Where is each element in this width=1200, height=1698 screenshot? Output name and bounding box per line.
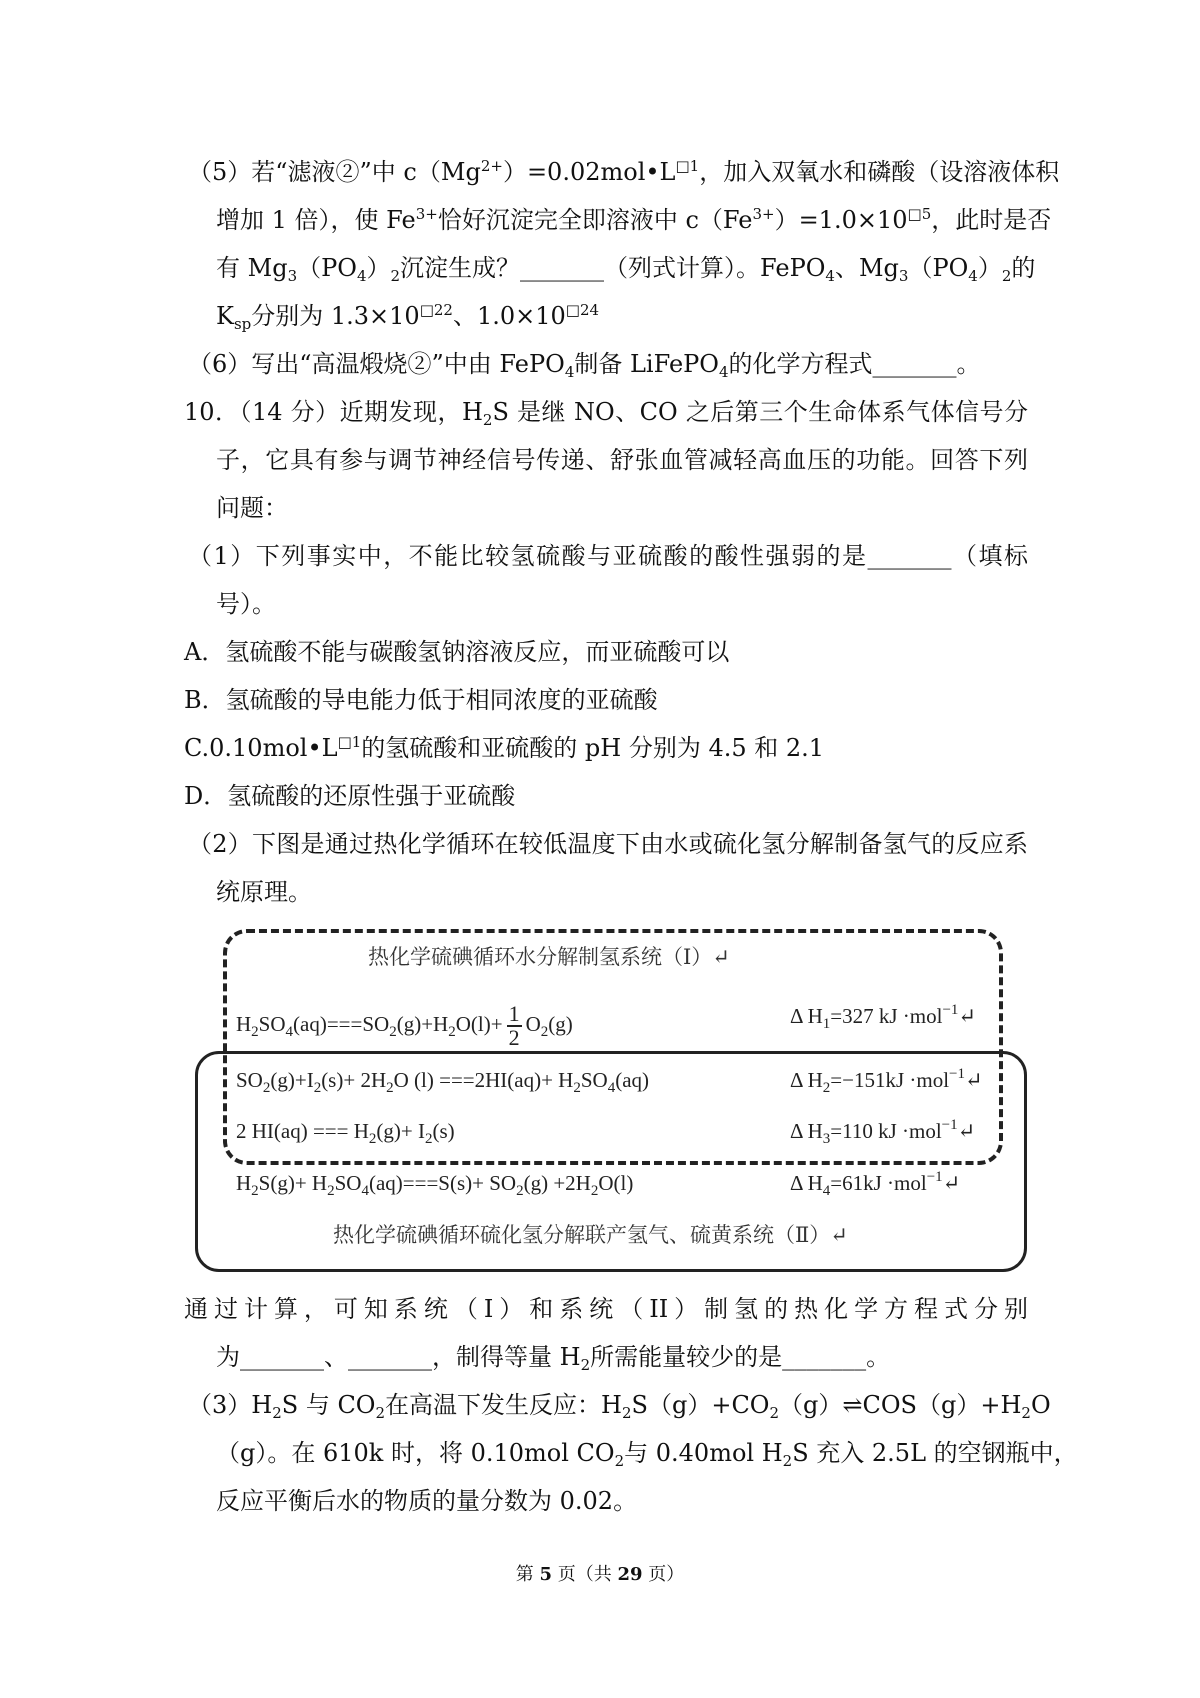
text: H <box>236 1011 252 1036</box>
text: ） <box>366 254 391 282</box>
answer-blank: _______ <box>867 542 952 570</box>
text: 2 <box>251 1183 259 1199</box>
text: (s) <box>432 1119 455 1143</box>
q5-line-2 <box>216 204 1052 236</box>
text: 制备 LiFePO <box>574 350 719 378</box>
text: 2 <box>1021 1404 1031 1422</box>
text: ，此时是否 <box>931 206 1052 234</box>
text: 3+ <box>415 205 438 223</box>
q10-line-2: 子，它具有参与调节神经信号传递、舒张血管减轻高血压的功能。回答下列 <box>216 446 1028 474</box>
numerator: 1 <box>508 1001 520 1026</box>
text: (g)+H <box>396 1011 449 1036</box>
text: ） <box>977 254 1002 282</box>
option-c <box>184 732 824 764</box>
text: 4 <box>968 267 978 285</box>
part3-line-3: 反应平衡后水的物质的量分数为 0.02。 <box>216 1487 638 1515</box>
text: =61kJ ·mol <box>830 1171 927 1195</box>
text: O(l)+ <box>455 1011 503 1036</box>
text: 2 <box>448 1023 456 1040</box>
text: =327 kJ ·mol <box>830 1004 943 1028</box>
q10-line-3: 问题： <box>216 494 288 522</box>
text: 的化学方程式 <box>728 350 873 378</box>
text: O(l) <box>598 1171 634 1195</box>
text: 2 <box>368 1131 377 1147</box>
text: sp <box>233 315 252 333</box>
page-footer <box>0 1560 1200 1586</box>
text: 的 <box>1011 254 1036 282</box>
text: −1 <box>949 1066 966 1082</box>
text: 2 <box>386 1080 394 1096</box>
answer-blank: _______ <box>240 1343 324 1371</box>
text: SO <box>236 1068 263 1092</box>
text: （5）若“滤液②”中 c（Mg <box>188 158 481 186</box>
equation-4 <box>236 1170 634 1199</box>
text: =110 kJ ·mol <box>830 1119 942 1143</box>
text: 在高温下发生反应：H <box>385 1391 622 1419</box>
text: 2 <box>389 1023 397 1040</box>
text: ↵ <box>965 1068 983 1092</box>
q5-line-1 <box>188 156 1060 188</box>
q5-line-4 <box>216 300 599 332</box>
text: S 与 CO <box>281 1391 376 1419</box>
text: 分别为 1.3×10 <box>251 302 420 330</box>
text: 4 <box>718 363 729 381</box>
text: 3 <box>822 1131 831 1147</box>
text: （3）H <box>188 1391 273 1419</box>
text: 增加 1 倍），使 Fe <box>216 206 416 234</box>
text: Δ H <box>790 1171 823 1195</box>
text: 2 <box>272 1404 282 1422</box>
text: Δ H <box>790 1068 823 1092</box>
option-b: B．氢硫酸的导电能力低于相同浓度的亚硫酸 <box>184 686 658 714</box>
text: 4 <box>825 267 835 285</box>
text: (g)+ I <box>376 1119 425 1143</box>
text: S(g)+ H <box>258 1171 328 1195</box>
option-d: D．氢硫酸的还原性强于亚硫酸 <box>184 782 516 810</box>
text: □5 <box>907 205 932 223</box>
text: □22 <box>419 301 453 319</box>
text: 2 <box>573 1080 581 1096</box>
text: Δ H <box>790 1119 823 1143</box>
text: 2+ <box>480 157 503 175</box>
text: （PO <box>908 254 969 282</box>
answer-blank: _______ <box>782 1343 867 1371</box>
part2-line-2: 统原理。 <box>216 878 312 906</box>
text: 3+ <box>752 205 775 223</box>
text: 。 <box>956 350 981 378</box>
text: 3 <box>898 267 909 285</box>
equation-1 <box>236 1003 573 1049</box>
part3-line-1 <box>188 1389 1051 1422</box>
text: O (l) ===2HI(aq)+ H <box>393 1068 574 1092</box>
text: 的氢硫酸和亚硫酸的 pH 分别为 4.5 和 2.1 <box>361 734 825 762</box>
text: 2 <box>614 1452 625 1470</box>
text: 2 <box>375 1404 386 1422</box>
text: 2 <box>540 1023 549 1040</box>
text: 2 <box>590 1183 599 1199</box>
delta-h4 <box>790 1169 961 1199</box>
text: 恰好沉淀完全即溶液中 c（Fe <box>437 206 753 234</box>
denominator: 2 <box>508 1025 520 1050</box>
text: 2 <box>313 1080 322 1096</box>
text: (g) <box>548 1011 573 1036</box>
text: 所需能量较少的是 <box>590 1343 783 1371</box>
text: (s)+ 2H <box>321 1068 387 1092</box>
text: （g）。在 610k 时，将 0.10mol CO <box>216 1439 615 1467</box>
text: （PO <box>297 254 357 282</box>
text: (aq)===S(s)+ SO <box>368 1171 517 1195</box>
text: 2 <box>769 1404 780 1422</box>
text: 1 <box>822 1016 831 1032</box>
text: 3 <box>287 267 298 285</box>
text: 、 <box>324 1343 348 1371</box>
text: 2 <box>327 1183 335 1199</box>
text: (g) +2H <box>523 1171 591 1195</box>
text: (aq) <box>615 1068 650 1092</box>
text: 2 <box>516 1183 524 1199</box>
text: O <box>1030 1391 1051 1419</box>
text: H <box>236 1171 252 1195</box>
text: ）=1.0×10 <box>774 206 908 234</box>
calc-line-2 <box>216 1341 890 1373</box>
text: 4 <box>607 1080 616 1096</box>
text: 、1.0×10 <box>452 302 566 330</box>
text: 、Mg <box>834 254 899 282</box>
equation-3 <box>236 1118 455 1147</box>
text: SO <box>580 1068 608 1092</box>
text: ↵ <box>957 1119 976 1143</box>
q6-line <box>188 348 981 380</box>
text: 2 <box>580 1356 591 1374</box>
text: (g)+I <box>270 1068 314 1092</box>
text: S 是继 NO、CO 之后第三个生命体系气体信号分 <box>492 398 1029 426</box>
text: 。 <box>866 1343 891 1371</box>
option-a: A．氢硫酸不能与碳酸氢钠溶液反应，而亚硫酸可以 <box>184 638 730 666</box>
text: −1 <box>942 1002 959 1018</box>
text: 2 HI(aq) === H <box>236 1119 369 1143</box>
text: 2 <box>482 411 493 429</box>
text: 10．（14 分）近期发现，H <box>184 398 483 426</box>
text: 2 <box>251 1023 259 1040</box>
text: SO <box>334 1171 362 1195</box>
text: ，制得等量 H <box>432 1343 581 1371</box>
text: O <box>525 1011 541 1036</box>
text: K <box>216 302 234 330</box>
delta-h1 <box>790 1002 977 1032</box>
system-2-title: 热化学硫碘循环硫化氢分解联产氢气、硫黄系统（Ⅱ）↵ <box>333 1223 848 1247</box>
q10-line-1 <box>184 396 1028 428</box>
text: (aq)===SO <box>293 1011 390 1036</box>
text: （6）写出“高温煅烧②”中由 FePO <box>188 350 565 378</box>
text: 2 <box>782 1452 793 1470</box>
text: 为 <box>216 1343 240 1371</box>
calc-line-1: 通过计算，可知系统（I）和系统（II）制氢的热化学方程式分别 <box>184 1295 1028 1323</box>
part3-line-2 <box>216 1437 1078 1470</box>
text: （填标 <box>951 542 1028 570</box>
equation-2 <box>236 1067 650 1096</box>
text: □24 <box>565 301 600 319</box>
answer-blank: _______ <box>348 1343 432 1371</box>
text: 2 <box>425 1131 433 1147</box>
page-total: 29 <box>617 1564 643 1585</box>
text: =−151kJ ·mol <box>830 1068 950 1092</box>
delta-h2 <box>790 1066 983 1096</box>
text: 页（共 <box>552 1564 618 1585</box>
answer-blank: _______ <box>872 350 957 378</box>
text: ）=0.02mol•L <box>502 158 676 186</box>
text: S（g）+CO <box>631 1391 770 1419</box>
text: C.0.10mol•L <box>184 734 338 762</box>
text: 2 <box>822 1080 831 1096</box>
text: □1 <box>675 157 700 175</box>
text: −1 <box>926 1169 943 1185</box>
text: 页） <box>642 1564 685 1585</box>
text: ↵ <box>942 1171 961 1195</box>
text: 4 <box>564 363 575 381</box>
text: 4 <box>822 1183 831 1199</box>
text: 2 <box>390 267 401 285</box>
answer-blank: _______ <box>520 254 605 282</box>
text: 与 0.40mol H <box>624 1439 783 1467</box>
text: Δ H <box>790 1004 823 1028</box>
text: 沉淀生成？ <box>400 254 521 282</box>
text: （1）下列事实中，不能比较氢硫酸与亚硫酸的酸性强弱的是 <box>188 542 868 570</box>
page-number: 5 <box>539 1564 552 1585</box>
text: −1 <box>941 1117 958 1133</box>
text: 第 <box>515 1564 540 1585</box>
q5-line-3 <box>216 252 1036 285</box>
part1-line-1 <box>188 540 1028 572</box>
text: （g）⇌COS（g）+H <box>779 1391 1022 1419</box>
text: ，加入双氧水和磷酸（设溶液体积 <box>699 158 1060 186</box>
text: （列式计算）。FePO <box>604 254 826 282</box>
part1-line-2: 号）。 <box>216 590 276 618</box>
text: ↵ <box>958 1004 977 1028</box>
text: SO <box>258 1011 286 1036</box>
text: 2 <box>1001 267 1012 285</box>
text: 4 <box>361 1183 369 1199</box>
text: 有 Mg <box>216 254 288 282</box>
text: 4 <box>356 267 367 285</box>
text: 2 <box>262 1080 271 1096</box>
delta-h3 <box>790 1117 976 1147</box>
system-1-title: 热化学硫碘循环水分解制氢系统（Ⅰ）↵ <box>368 945 730 969</box>
text: □1 <box>337 733 362 751</box>
text: 4 <box>285 1023 294 1040</box>
part2-line-1: （2）下图是通过热化学循环在较低温度下由水或硫化氢分解制备氢气的反应系 <box>188 830 1028 858</box>
text: 2 <box>621 1404 632 1422</box>
text: S 充入 2.5L 的空钢瓶中， <box>792 1439 1078 1467</box>
fraction-one-half <box>507 1003 522 1049</box>
